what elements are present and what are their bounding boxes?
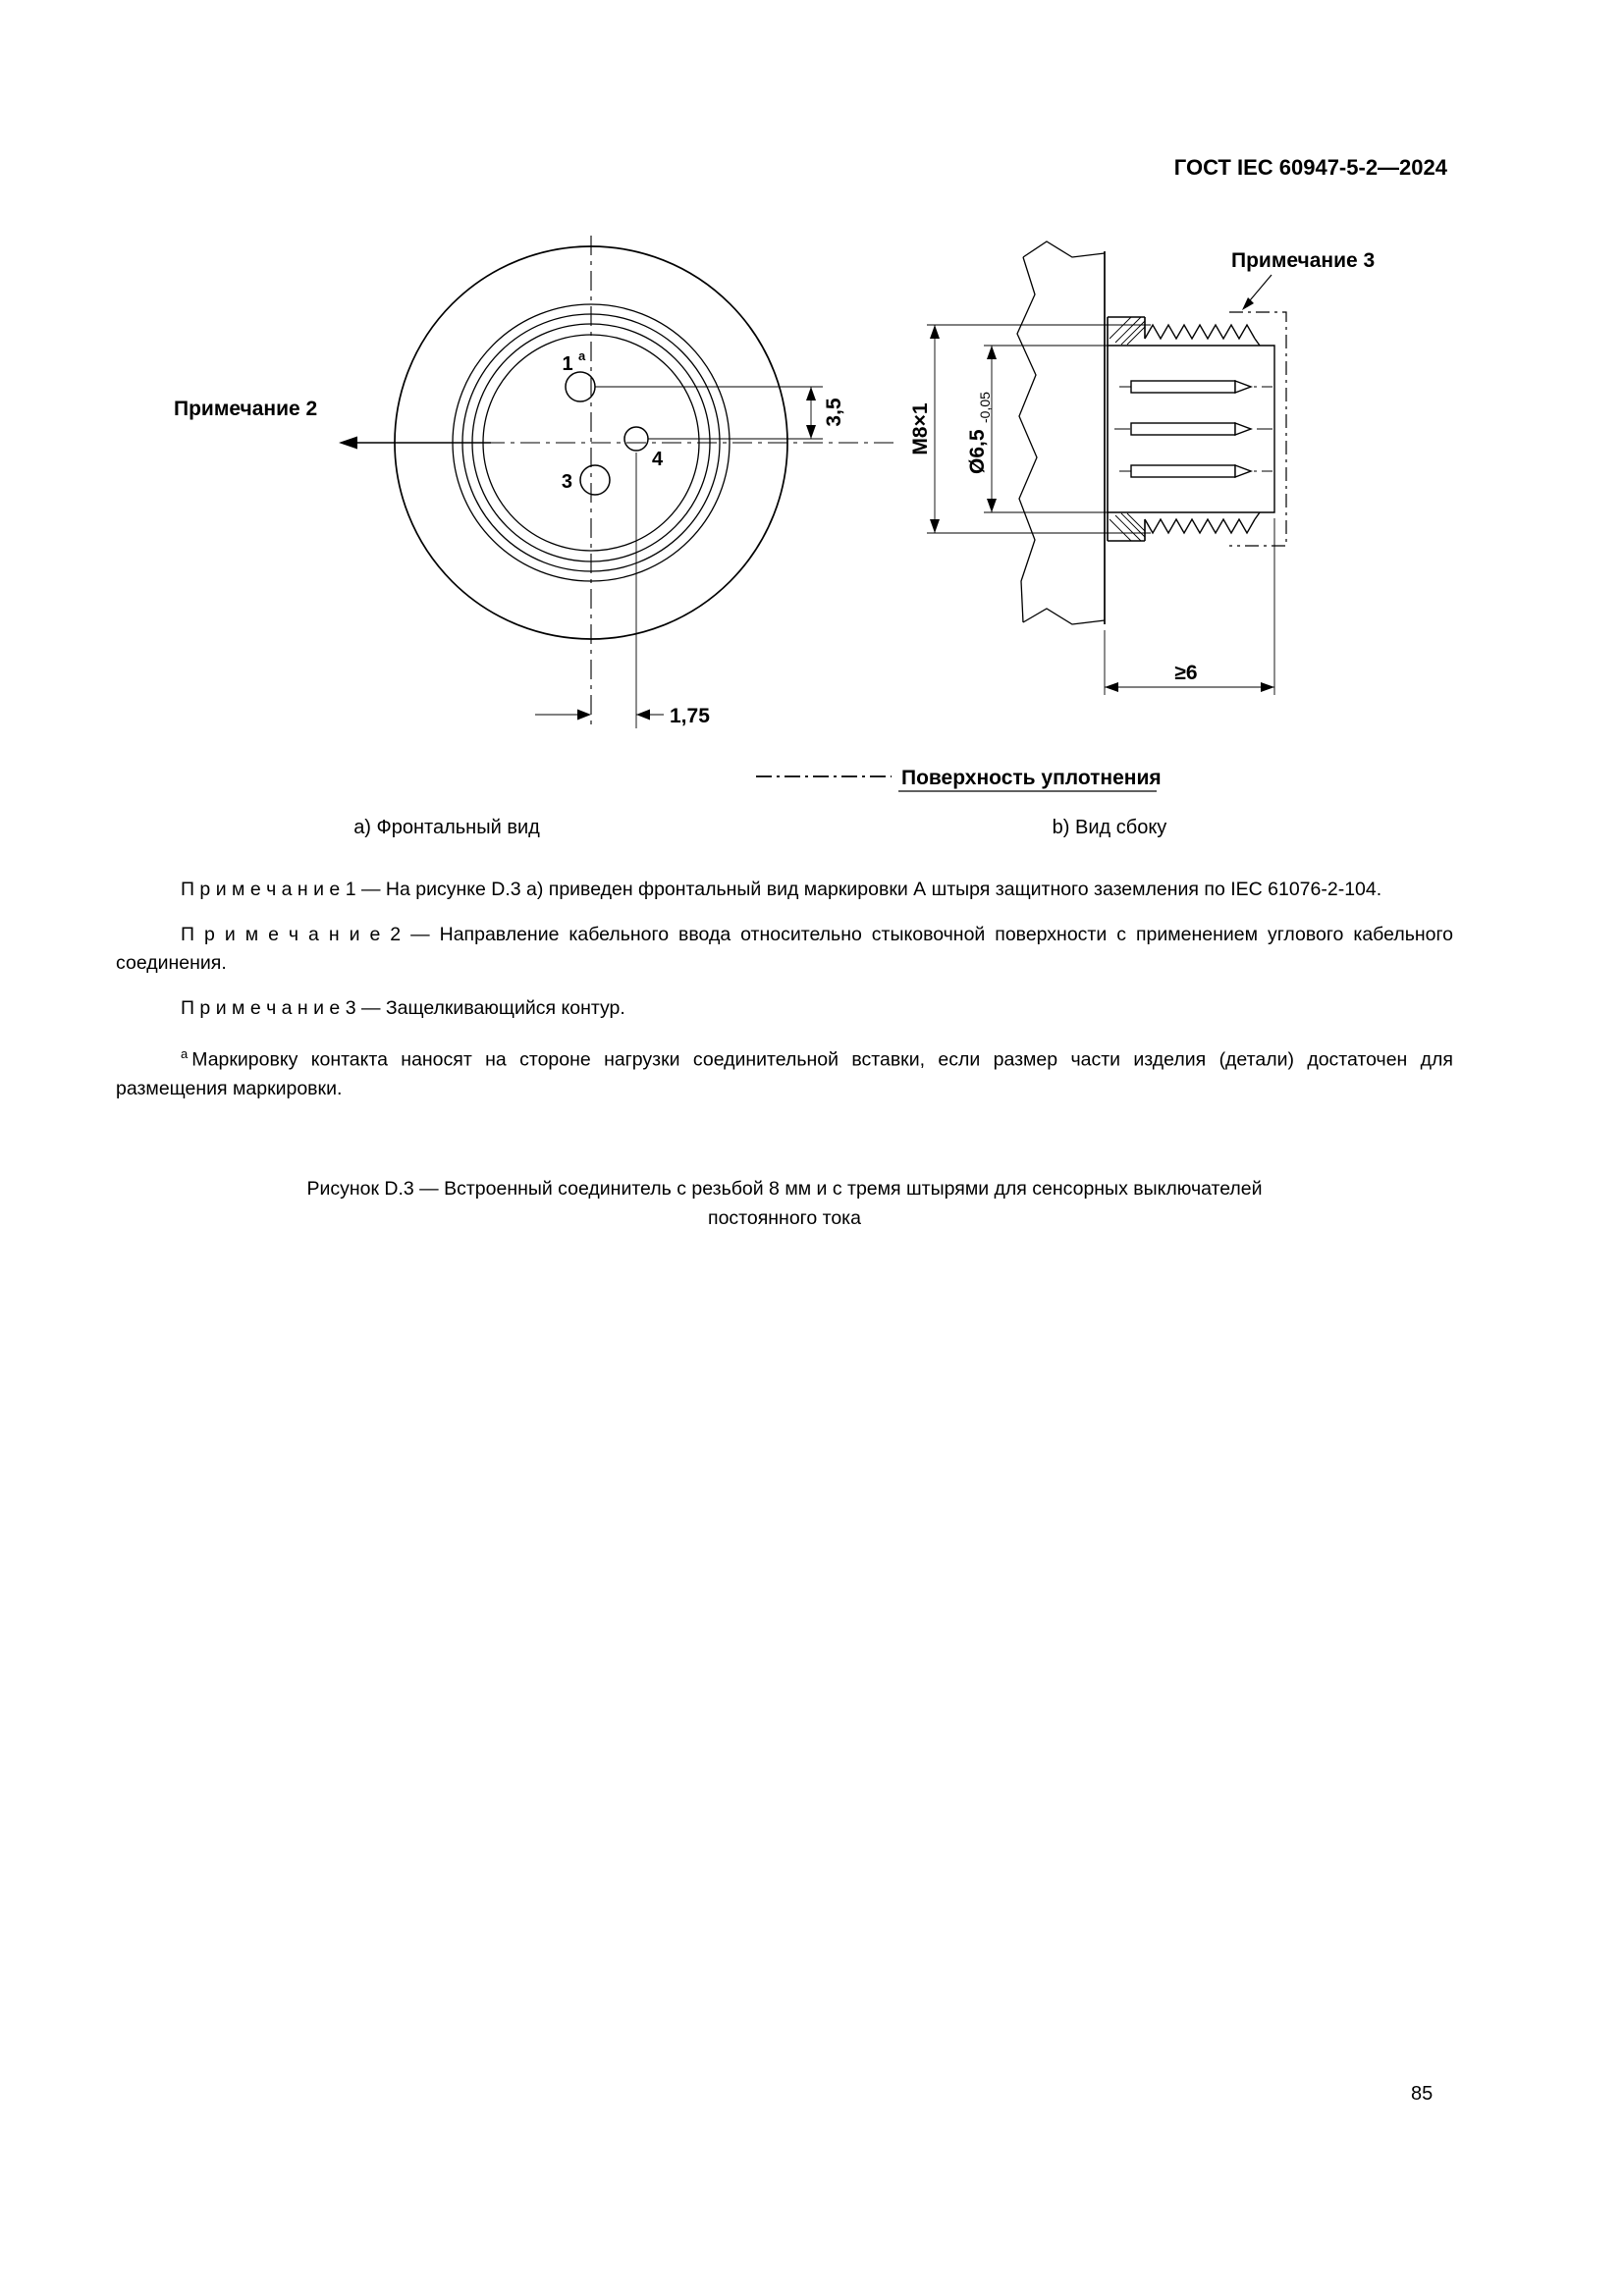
pin-top-tip <box>1235 381 1251 393</box>
footnote-a <box>116 1040 1453 1103</box>
dim-depth-arrowhead-right-icon <box>1261 682 1274 692</box>
figure-caption <box>116 1174 1453 1233</box>
caption-side-view: b) Вид сбоку <box>1052 817 1167 838</box>
dim-3-5-arrowhead-up-icon <box>806 387 816 400</box>
pin-bottom-tip <box>1235 465 1251 477</box>
pin-middle-tip <box>1235 423 1251 435</box>
pin-1-footnote-superscript: a <box>578 348 586 363</box>
pin-3-label: 3 <box>561 471 572 493</box>
body-break-top-edge <box>1023 241 1105 257</box>
seal-surface-label: Поверхность уплотнения <box>901 767 1162 789</box>
dim-diameter-label: Ø6,5 <box>966 429 989 474</box>
note3-arrowhead-icon <box>1242 297 1254 310</box>
thread-profile-bottom <box>1145 519 1255 533</box>
footnote-a-marker: a <box>181 1046 189 1061</box>
pin-top-body <box>1131 381 1235 393</box>
pin-4-circle <box>624 427 648 451</box>
dim-diameter-label-group <box>966 392 993 474</box>
pin-4-label: 4 <box>652 449 664 470</box>
note2-arrowhead-icon <box>339 437 357 450</box>
body-break-zigzag-edge <box>1017 257 1037 622</box>
front-view <box>174 236 893 728</box>
figure-d3-drawing <box>0 0 1624 844</box>
dim-m8-arrowhead-up-icon <box>930 325 940 339</box>
note3-pointer-label: Примечание 3 <box>1231 249 1376 272</box>
dim-depth-label: ≥6 <box>1174 662 1198 684</box>
dim-diameter-arrowhead-down-icon <box>987 499 997 512</box>
dim-m8-arrowhead-down-icon <box>930 519 940 533</box>
note-2: П р и м е ч а н и е 2 — Направление кабельного ввода относительно стыковочной поверхности с применением углового кабельного соединения. <box>116 924 1453 974</box>
side-view-pins <box>1114 381 1276 477</box>
dim-1-75-arrowhead-right-icon <box>577 710 591 721</box>
footnote-a-text: Маркировку контакта наносят на стороне нагрузки соединительной вставки, если размер части изделия (детали) достаточен для размещения маркировки. <box>116 1048 1453 1099</box>
thread-to-nose-top <box>1255 339 1260 346</box>
side-view <box>756 241 1375 791</box>
pin-3-circle <box>580 465 610 495</box>
dim-diameter-arrowhead-up-icon <box>987 346 997 359</box>
dim-1-75-label: 1,75 <box>670 705 710 727</box>
dim-diameter-tolerance-label: -0,05 <box>977 392 993 423</box>
note-3: П р и м е ч а н и е 3 — Защелкивающийся контур. <box>181 997 625 1019</box>
figure-caption-line-1: Рисунок D.3 — Встроенный соединитель с резьбой 8 мм и с тремя штырями для сенсорных выключателей <box>306 1178 1263 1200</box>
dim-m8-label: M8×1 <box>909 402 932 455</box>
body-break-bottom-edge <box>1023 609 1105 624</box>
pin-middle-body <box>1131 423 1235 435</box>
thread-profile-top <box>1145 325 1255 339</box>
pin-1-label: 1 <box>562 353 573 375</box>
dim-1-75-arrowhead-left-icon <box>636 710 650 721</box>
thread-to-nose-bottom <box>1255 512 1260 519</box>
page-number: 85 <box>1411 2083 1434 2105</box>
document-header-title: ГОСТ IEC 60947-5-2—2024 <box>1173 155 1447 180</box>
note2-pointer-label: Примечание 2 <box>174 398 318 420</box>
dim-3-5-label: 3,5 <box>823 398 845 427</box>
dim-depth-arrowhead-left-icon <box>1105 682 1118 692</box>
note-1: П р и м е ч а н и е 1 — На рисунке D.3 a) приведен фронтальный вид маркировки А штыря защитного заземления по IEC 61076-2-104. <box>181 879 1382 900</box>
dim-3-5-arrowhead-down-icon <box>806 425 816 439</box>
notes-block <box>116 876 1453 1120</box>
caption-front-view: a) Фронтальный вид <box>353 817 540 838</box>
pin-bottom-body <box>1131 465 1235 477</box>
figure-caption-line-2: постоянного тока <box>708 1207 861 1229</box>
